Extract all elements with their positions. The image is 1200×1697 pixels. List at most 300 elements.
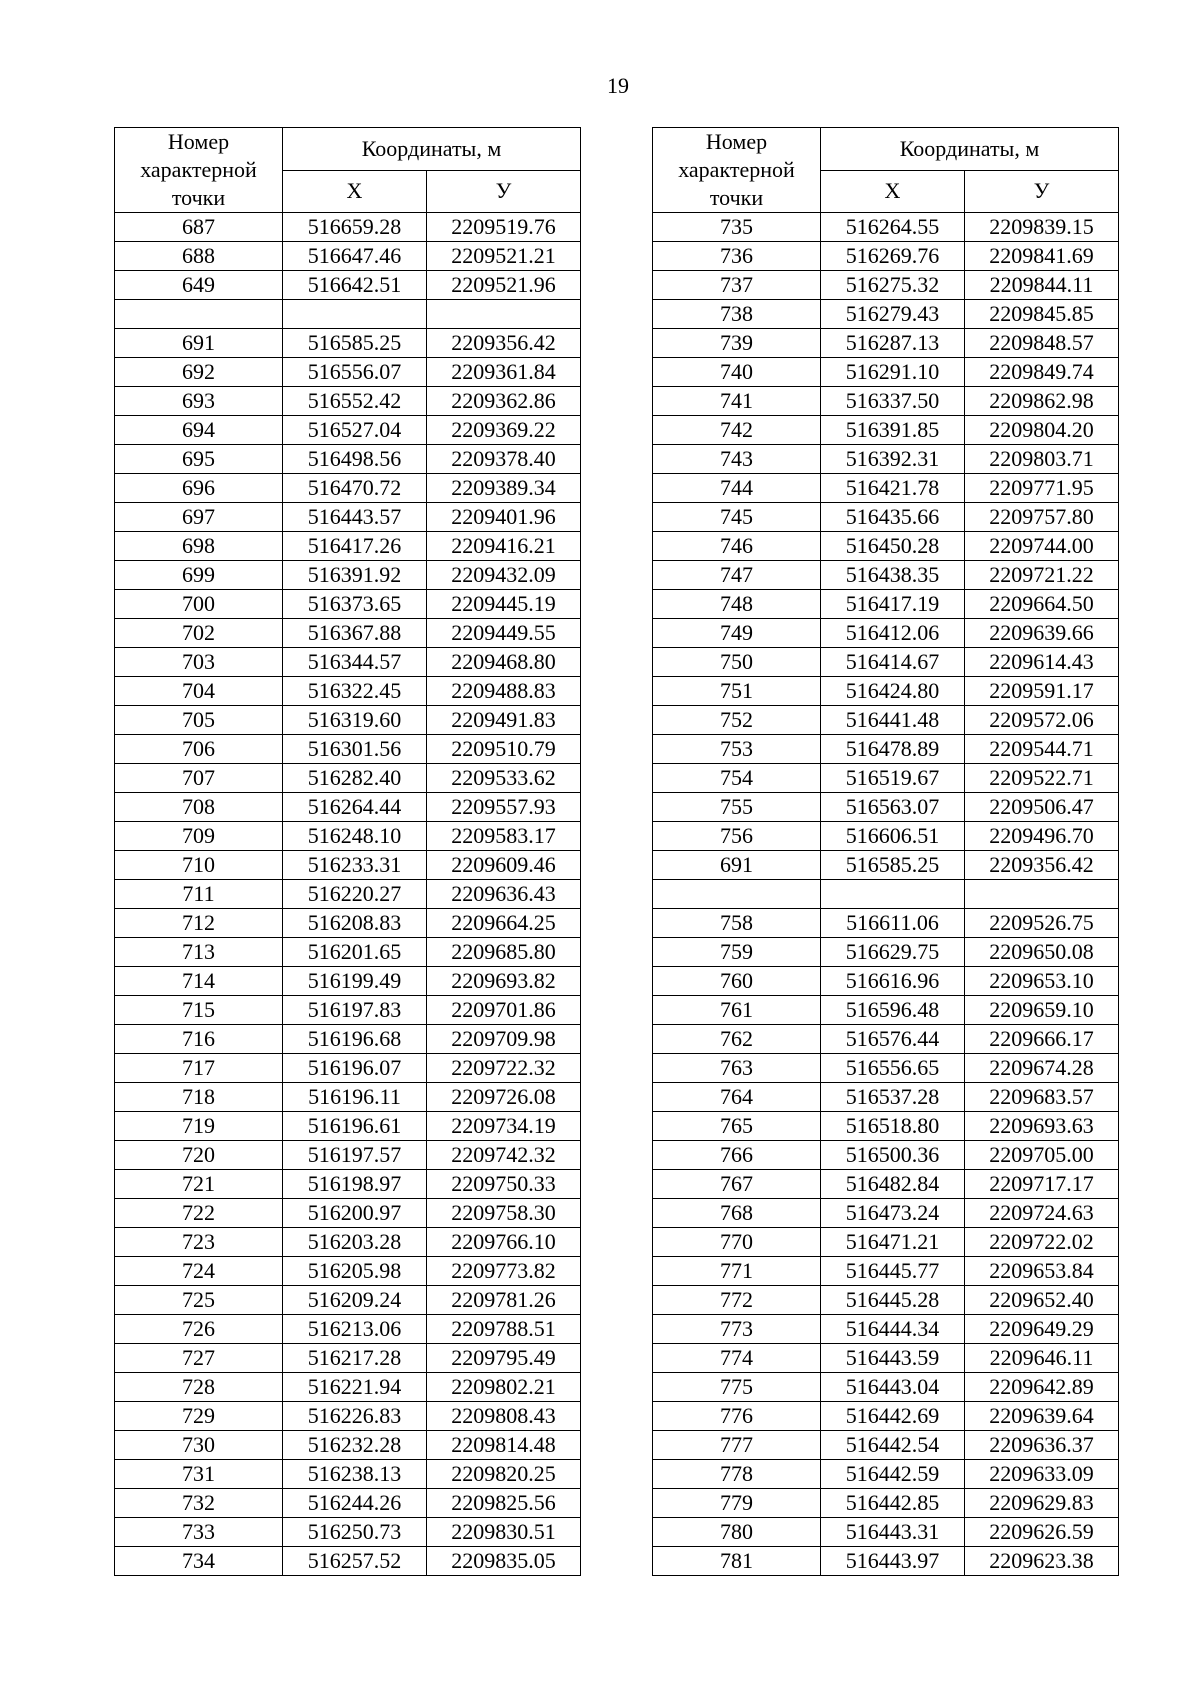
table-row bbox=[115, 300, 581, 329]
point-number-cell: 747 bbox=[653, 561, 821, 590]
y-coordinate-cell: 2209356.42 bbox=[427, 329, 581, 358]
y-coordinate-cell: 2209844.11 bbox=[965, 271, 1119, 300]
table-row bbox=[653, 1025, 1119, 1054]
table-row bbox=[653, 1518, 1119, 1547]
x-coordinate-cell: 516322.45 bbox=[283, 677, 427, 706]
table-row bbox=[653, 1054, 1119, 1083]
x-coordinate-cell: 516217.28 bbox=[283, 1344, 427, 1373]
table-row bbox=[115, 590, 581, 619]
y-coordinate-cell: 2209705.00 bbox=[965, 1141, 1119, 1170]
point-number-cell: 752 bbox=[653, 706, 821, 735]
table-row bbox=[115, 358, 581, 387]
y-coordinate-cell: 2209533.62 bbox=[427, 764, 581, 793]
point-number-cell bbox=[653, 880, 821, 909]
point-number-cell: 714 bbox=[115, 967, 283, 996]
table-row bbox=[115, 938, 581, 967]
x-coordinate-cell: 516473.24 bbox=[821, 1199, 965, 1228]
y-coordinate-cell: 2209378.40 bbox=[427, 445, 581, 474]
y-coordinate-cell: 2209362.86 bbox=[427, 387, 581, 416]
y-coordinate-cell: 2209510.79 bbox=[427, 735, 581, 764]
y-coordinate-cell: 2209650.08 bbox=[965, 938, 1119, 967]
x-coordinate-cell: 516443.31 bbox=[821, 1518, 965, 1547]
x-coordinate-cell: 516482.84 bbox=[821, 1170, 965, 1199]
table-row bbox=[115, 1460, 581, 1489]
table-row bbox=[115, 793, 581, 822]
point-number-cell: 766 bbox=[653, 1141, 821, 1170]
header-point-number bbox=[653, 128, 821, 213]
table-row bbox=[115, 1315, 581, 1344]
x-coordinate-cell: 516221.94 bbox=[283, 1373, 427, 1402]
table-row bbox=[115, 1054, 581, 1083]
point-number-cell: 698 bbox=[115, 532, 283, 561]
point-number-cell: 767 bbox=[653, 1170, 821, 1199]
x-coordinate-cell: 516279.43 bbox=[821, 300, 965, 329]
table-row bbox=[653, 1083, 1119, 1112]
table-row bbox=[653, 1373, 1119, 1402]
y-coordinate-cell: 2209830.51 bbox=[427, 1518, 581, 1547]
point-number-cell: 755 bbox=[653, 793, 821, 822]
point-number-cell: 726 bbox=[115, 1315, 283, 1344]
point-number-cell: 716 bbox=[115, 1025, 283, 1054]
y-coordinate-cell: 2209639.64 bbox=[965, 1402, 1119, 1431]
table-row bbox=[653, 967, 1119, 996]
header-line: Номер bbox=[167, 129, 230, 154]
table-row bbox=[115, 1228, 581, 1257]
y-coordinate-cell: 2209636.43 bbox=[427, 880, 581, 909]
table-row bbox=[115, 1112, 581, 1141]
header-line: точки bbox=[171, 185, 226, 210]
y-coordinate-cell: 2209521.21 bbox=[427, 242, 581, 271]
x-coordinate-cell: 516196.07 bbox=[283, 1054, 427, 1083]
x-coordinate-cell: 516319.60 bbox=[283, 706, 427, 735]
table-row bbox=[653, 648, 1119, 677]
table-row bbox=[115, 822, 581, 851]
table-row bbox=[115, 967, 581, 996]
x-coordinate-cell: 516443.59 bbox=[821, 1344, 965, 1373]
point-number-cell: 694 bbox=[115, 416, 283, 445]
y-coordinate-cell: 2209721.22 bbox=[965, 561, 1119, 590]
table-row bbox=[115, 1199, 581, 1228]
table-row bbox=[653, 1112, 1119, 1141]
x-coordinate-cell: 516443.97 bbox=[821, 1547, 965, 1576]
table-row bbox=[115, 706, 581, 735]
y-coordinate-cell bbox=[965, 880, 1119, 909]
point-number-cell: 735 bbox=[653, 213, 821, 242]
table-row bbox=[653, 1141, 1119, 1170]
x-coordinate-cell: 516244.26 bbox=[283, 1489, 427, 1518]
y-coordinate-cell: 2209683.57 bbox=[965, 1083, 1119, 1112]
point-number-cell: 704 bbox=[115, 677, 283, 706]
y-coordinate-cell: 2209674.28 bbox=[965, 1054, 1119, 1083]
point-number-cell: 719 bbox=[115, 1112, 283, 1141]
x-coordinate-cell: 516337.50 bbox=[821, 387, 965, 416]
y-coordinate-cell: 2209522.71 bbox=[965, 764, 1119, 793]
point-number-cell: 649 bbox=[115, 271, 283, 300]
table-row bbox=[115, 1431, 581, 1460]
point-number-cell: 740 bbox=[653, 358, 821, 387]
point-number-cell: 728 bbox=[115, 1373, 283, 1402]
point-number-cell: 749 bbox=[653, 619, 821, 648]
y-coordinate-cell: 2209614.43 bbox=[965, 648, 1119, 677]
x-coordinate-cell: 516196.11 bbox=[283, 1083, 427, 1112]
table-row bbox=[653, 1170, 1119, 1199]
y-coordinate-cell: 2209488.83 bbox=[427, 677, 581, 706]
y-coordinate-cell: 2209773.82 bbox=[427, 1257, 581, 1286]
header-line: характерной bbox=[140, 157, 257, 182]
x-coordinate-cell: 516200.97 bbox=[283, 1199, 427, 1228]
y-coordinate-cell: 2209724.63 bbox=[965, 1199, 1119, 1228]
x-coordinate-cell: 516563.07 bbox=[821, 793, 965, 822]
y-coordinate-cell: 2209572.06 bbox=[965, 706, 1119, 735]
x-coordinate-cell: 516391.92 bbox=[283, 561, 427, 590]
point-number-cell: 760 bbox=[653, 967, 821, 996]
point-number-cell: 706 bbox=[115, 735, 283, 764]
x-coordinate-cell: 516616.96 bbox=[821, 967, 965, 996]
y-coordinate-cell: 2209646.11 bbox=[965, 1344, 1119, 1373]
y-coordinate-cell: 2209814.48 bbox=[427, 1431, 581, 1460]
table-row bbox=[653, 851, 1119, 880]
y-coordinate-cell: 2209802.21 bbox=[427, 1373, 581, 1402]
y-coordinate-cell: 2209825.56 bbox=[427, 1489, 581, 1518]
table-row bbox=[115, 619, 581, 648]
x-coordinate-cell: 516201.65 bbox=[283, 938, 427, 967]
y-coordinate-cell: 2209726.08 bbox=[427, 1083, 581, 1112]
table-row bbox=[115, 735, 581, 764]
x-coordinate-cell: 516576.44 bbox=[821, 1025, 965, 1054]
table-row bbox=[115, 561, 581, 590]
y-coordinate-cell: 2209519.76 bbox=[427, 213, 581, 242]
point-number-cell: 746 bbox=[653, 532, 821, 561]
table-row bbox=[115, 996, 581, 1025]
table-row bbox=[115, 1257, 581, 1286]
header-line: Номер bbox=[705, 129, 768, 154]
table-row bbox=[115, 880, 581, 909]
y-coordinate-cell: 2209356.42 bbox=[965, 851, 1119, 880]
point-number-cell: 772 bbox=[653, 1286, 821, 1315]
point-number-cell: 761 bbox=[653, 996, 821, 1025]
point-number-cell: 759 bbox=[653, 938, 821, 967]
x-coordinate-cell: 516585.25 bbox=[283, 329, 427, 358]
table-row bbox=[653, 822, 1119, 851]
point-number-cell: 775 bbox=[653, 1373, 821, 1402]
x-coordinate-cell: 516518.80 bbox=[821, 1112, 965, 1141]
x-coordinate-cell: 516443.04 bbox=[821, 1373, 965, 1402]
point-number-cell: 717 bbox=[115, 1054, 283, 1083]
y-coordinate-cell: 2209609.46 bbox=[427, 851, 581, 880]
point-number-cell: 705 bbox=[115, 706, 283, 735]
table-row bbox=[653, 561, 1119, 590]
y-coordinate-cell: 2209659.10 bbox=[965, 996, 1119, 1025]
table-row bbox=[115, 1373, 581, 1402]
x-coordinate-cell: 516438.35 bbox=[821, 561, 965, 590]
point-number-cell: 742 bbox=[653, 416, 821, 445]
table-row bbox=[653, 1286, 1119, 1315]
y-coordinate-cell: 2209626.59 bbox=[965, 1518, 1119, 1547]
point-number-cell: 697 bbox=[115, 503, 283, 532]
table-row bbox=[653, 735, 1119, 764]
x-coordinate-cell: 516556.07 bbox=[283, 358, 427, 387]
x-coordinate-cell: 516537.28 bbox=[821, 1083, 965, 1112]
y-coordinate-cell: 2209709.98 bbox=[427, 1025, 581, 1054]
point-number-cell: 709 bbox=[115, 822, 283, 851]
table-row bbox=[653, 387, 1119, 416]
x-coordinate-cell: 516443.57 bbox=[283, 503, 427, 532]
y-coordinate-cell: 2209835.05 bbox=[427, 1547, 581, 1576]
page-number: 19 bbox=[607, 73, 629, 98]
y-coordinate-cell: 2209693.82 bbox=[427, 967, 581, 996]
x-coordinate-cell: 516527.04 bbox=[283, 416, 427, 445]
x-coordinate-cell: 516585.25 bbox=[821, 851, 965, 880]
point-number-cell: 779 bbox=[653, 1489, 821, 1518]
point-number-cell: 763 bbox=[653, 1054, 821, 1083]
table-row bbox=[653, 880, 1119, 909]
point-number-cell: 718 bbox=[115, 1083, 283, 1112]
point-number-cell: 737 bbox=[653, 271, 821, 300]
table-row bbox=[115, 329, 581, 358]
y-coordinate-cell: 2209636.37 bbox=[965, 1431, 1119, 1460]
x-coordinate-cell bbox=[821, 880, 965, 909]
y-coordinate-cell: 2209652.40 bbox=[965, 1286, 1119, 1315]
y-coordinate-cell: 2209701.86 bbox=[427, 996, 581, 1025]
x-coordinate-cell: 516287.13 bbox=[821, 329, 965, 358]
table-row bbox=[115, 416, 581, 445]
x-coordinate-cell: 516220.27 bbox=[283, 880, 427, 909]
y-coordinate-cell: 2209544.71 bbox=[965, 735, 1119, 764]
point-number-cell: 753 bbox=[653, 735, 821, 764]
x-coordinate-cell: 516478.89 bbox=[821, 735, 965, 764]
y-coordinate-cell: 2209839.15 bbox=[965, 213, 1119, 242]
y-coordinate-cell: 2209639.66 bbox=[965, 619, 1119, 648]
x-coordinate-cell: 516642.51 bbox=[283, 271, 427, 300]
x-coordinate-cell: 516417.19 bbox=[821, 590, 965, 619]
x-coordinate-cell: 516498.56 bbox=[283, 445, 427, 474]
x-coordinate-cell: 516208.83 bbox=[283, 909, 427, 938]
x-coordinate-cell: 516344.57 bbox=[283, 648, 427, 677]
table-row bbox=[115, 213, 581, 242]
y-coordinate-cell: 2209649.29 bbox=[965, 1315, 1119, 1344]
table-row bbox=[115, 677, 581, 706]
table-row bbox=[653, 358, 1119, 387]
x-coordinate-cell: 516205.98 bbox=[283, 1257, 427, 1286]
table-row bbox=[653, 1344, 1119, 1373]
point-number-cell: 751 bbox=[653, 677, 821, 706]
y-coordinate-cell: 2209734.19 bbox=[427, 1112, 581, 1141]
x-coordinate-cell: 516556.65 bbox=[821, 1054, 965, 1083]
point-number-cell: 725 bbox=[115, 1286, 283, 1315]
point-number-cell: 774 bbox=[653, 1344, 821, 1373]
x-coordinate-cell: 516442.69 bbox=[821, 1402, 965, 1431]
point-number-cell: 710 bbox=[115, 851, 283, 880]
y-coordinate-cell: 2209664.50 bbox=[965, 590, 1119, 619]
y-coordinate-cell: 2209750.33 bbox=[427, 1170, 581, 1199]
table-row bbox=[115, 242, 581, 271]
x-coordinate-cell: 516629.75 bbox=[821, 938, 965, 967]
table-row bbox=[653, 793, 1119, 822]
table-row bbox=[653, 1228, 1119, 1257]
table-row bbox=[653, 1460, 1119, 1489]
point-number-cell: 739 bbox=[653, 329, 821, 358]
x-coordinate-cell: 516248.10 bbox=[283, 822, 427, 851]
x-coordinate-cell: 516213.06 bbox=[283, 1315, 427, 1344]
point-number-cell: 703 bbox=[115, 648, 283, 677]
x-coordinate-cell: 516606.51 bbox=[821, 822, 965, 851]
header-x: X bbox=[283, 170, 427, 213]
point-number-cell: 687 bbox=[115, 213, 283, 242]
point-number-cell bbox=[115, 300, 283, 329]
x-coordinate-cell: 516442.85 bbox=[821, 1489, 965, 1518]
table-row bbox=[653, 1431, 1119, 1460]
y-coordinate-cell: 2209416.21 bbox=[427, 532, 581, 561]
x-coordinate-cell: 516238.13 bbox=[283, 1460, 427, 1489]
point-number-cell: 777 bbox=[653, 1431, 821, 1460]
point-number-cell: 691 bbox=[653, 851, 821, 880]
x-coordinate-cell: 516450.28 bbox=[821, 532, 965, 561]
table-row bbox=[115, 1489, 581, 1518]
point-number-cell: 702 bbox=[115, 619, 283, 648]
y-coordinate-cell: 2209757.80 bbox=[965, 503, 1119, 532]
y-coordinate-cell: 2209491.83 bbox=[427, 706, 581, 735]
table-row bbox=[653, 271, 1119, 300]
x-coordinate-cell: 516232.28 bbox=[283, 1431, 427, 1460]
x-coordinate-cell: 516275.32 bbox=[821, 271, 965, 300]
x-coordinate-cell: 516421.78 bbox=[821, 474, 965, 503]
x-coordinate-cell: 516196.61 bbox=[283, 1112, 427, 1141]
y-coordinate-cell: 2209722.02 bbox=[965, 1228, 1119, 1257]
point-number-cell: 768 bbox=[653, 1199, 821, 1228]
point-number-cell: 712 bbox=[115, 909, 283, 938]
point-number-cell: 713 bbox=[115, 938, 283, 967]
x-coordinate-cell: 516441.48 bbox=[821, 706, 965, 735]
point-number-cell: 732 bbox=[115, 1489, 283, 1518]
y-coordinate-cell: 2209629.83 bbox=[965, 1489, 1119, 1518]
x-coordinate-cell: 516391.85 bbox=[821, 416, 965, 445]
point-number-cell: 699 bbox=[115, 561, 283, 590]
y-coordinate-cell: 2209742.32 bbox=[427, 1141, 581, 1170]
y-coordinate-cell: 2209653.10 bbox=[965, 967, 1119, 996]
point-number-cell: 744 bbox=[653, 474, 821, 503]
x-coordinate-cell: 516233.31 bbox=[283, 851, 427, 880]
table-row bbox=[115, 1170, 581, 1199]
x-coordinate-cell: 516442.59 bbox=[821, 1460, 965, 1489]
table-row bbox=[653, 416, 1119, 445]
x-coordinate-cell: 516444.34 bbox=[821, 1315, 965, 1344]
y-coordinate-cell: 2209766.10 bbox=[427, 1228, 581, 1257]
point-number-cell: 708 bbox=[115, 793, 283, 822]
table-row bbox=[115, 1547, 581, 1576]
point-number-cell: 727 bbox=[115, 1344, 283, 1373]
point-number-cell: 765 bbox=[653, 1112, 821, 1141]
table-row bbox=[653, 1257, 1119, 1286]
x-coordinate-cell: 516367.88 bbox=[283, 619, 427, 648]
x-coordinate-cell: 516301.56 bbox=[283, 735, 427, 764]
y-coordinate-cell bbox=[427, 300, 581, 329]
point-number-cell: 693 bbox=[115, 387, 283, 416]
table-row bbox=[653, 1402, 1119, 1431]
point-number-cell: 780 bbox=[653, 1518, 821, 1547]
y-coordinate-cell: 2209389.34 bbox=[427, 474, 581, 503]
point-number-cell: 720 bbox=[115, 1141, 283, 1170]
point-number-cell: 688 bbox=[115, 242, 283, 271]
x-coordinate-cell: 516519.67 bbox=[821, 764, 965, 793]
header-point-number bbox=[115, 128, 283, 213]
table-row bbox=[653, 764, 1119, 793]
point-number-cell: 723 bbox=[115, 1228, 283, 1257]
x-coordinate-cell: 516196.68 bbox=[283, 1025, 427, 1054]
y-coordinate-cell: 2209591.17 bbox=[965, 677, 1119, 706]
x-coordinate-cell: 516264.55 bbox=[821, 213, 965, 242]
x-coordinate-cell: 516198.97 bbox=[283, 1170, 427, 1199]
point-number-cell: 729 bbox=[115, 1402, 283, 1431]
table-row bbox=[653, 706, 1119, 735]
table-row bbox=[653, 213, 1119, 242]
table-row bbox=[653, 329, 1119, 358]
header-line: характерной bbox=[678, 157, 795, 182]
table-row bbox=[115, 503, 581, 532]
y-coordinate-cell: 2209623.38 bbox=[965, 1547, 1119, 1576]
y-coordinate-cell: 2209633.09 bbox=[965, 1460, 1119, 1489]
point-number-cell: 750 bbox=[653, 648, 821, 677]
y-coordinate-cell: 2209771.95 bbox=[965, 474, 1119, 503]
point-number-cell: 743 bbox=[653, 445, 821, 474]
y-coordinate-cell: 2209401.96 bbox=[427, 503, 581, 532]
y-coordinate-cell: 2209642.89 bbox=[965, 1373, 1119, 1402]
x-coordinate-cell: 516412.06 bbox=[821, 619, 965, 648]
y-coordinate-cell: 2209521.96 bbox=[427, 271, 581, 300]
y-coordinate-cell: 2209758.30 bbox=[427, 1199, 581, 1228]
y-coordinate-cell: 2209845.85 bbox=[965, 300, 1119, 329]
y-coordinate-cell: 2209526.75 bbox=[965, 909, 1119, 938]
point-number-cell: 700 bbox=[115, 590, 283, 619]
table-row bbox=[115, 1083, 581, 1112]
x-coordinate-cell: 516250.73 bbox=[283, 1518, 427, 1547]
table-row bbox=[115, 1402, 581, 1431]
point-number-cell: 731 bbox=[115, 1460, 283, 1489]
point-number-cell: 730 bbox=[115, 1431, 283, 1460]
y-coordinate-cell: 2209445.19 bbox=[427, 590, 581, 619]
table-row bbox=[115, 387, 581, 416]
table-row bbox=[653, 445, 1119, 474]
point-number-cell: 692 bbox=[115, 358, 283, 387]
table-row bbox=[115, 764, 581, 793]
point-number-cell: 696 bbox=[115, 474, 283, 503]
point-number-cell: 721 bbox=[115, 1170, 283, 1199]
x-coordinate-cell: 516226.83 bbox=[283, 1402, 427, 1431]
x-coordinate-cell: 516659.28 bbox=[283, 213, 427, 242]
x-coordinate-cell: 516414.67 bbox=[821, 648, 965, 677]
x-coordinate-cell: 516445.28 bbox=[821, 1286, 965, 1315]
header-coordinates: Координаты, м bbox=[283, 128, 581, 171]
table-row bbox=[653, 1547, 1119, 1576]
table-row bbox=[653, 1489, 1119, 1518]
table-row bbox=[115, 1025, 581, 1054]
point-number-cell: 724 bbox=[115, 1257, 283, 1286]
point-number-cell: 771 bbox=[653, 1257, 821, 1286]
x-coordinate-cell: 516471.21 bbox=[821, 1228, 965, 1257]
y-coordinate-cell: 2209862.98 bbox=[965, 387, 1119, 416]
header-x: X bbox=[821, 170, 965, 213]
point-number-cell: 756 bbox=[653, 822, 821, 851]
x-coordinate-cell: 516392.31 bbox=[821, 445, 965, 474]
point-number-cell: 776 bbox=[653, 1402, 821, 1431]
point-number-cell: 773 bbox=[653, 1315, 821, 1344]
point-number-cell: 770 bbox=[653, 1228, 821, 1257]
y-coordinate-cell: 2209432.09 bbox=[427, 561, 581, 590]
table-row bbox=[115, 851, 581, 880]
point-number-cell: 738 bbox=[653, 300, 821, 329]
x-coordinate-cell: 516199.49 bbox=[283, 967, 427, 996]
y-coordinate-cell: 2209496.70 bbox=[965, 822, 1119, 851]
x-coordinate-cell: 516291.10 bbox=[821, 358, 965, 387]
